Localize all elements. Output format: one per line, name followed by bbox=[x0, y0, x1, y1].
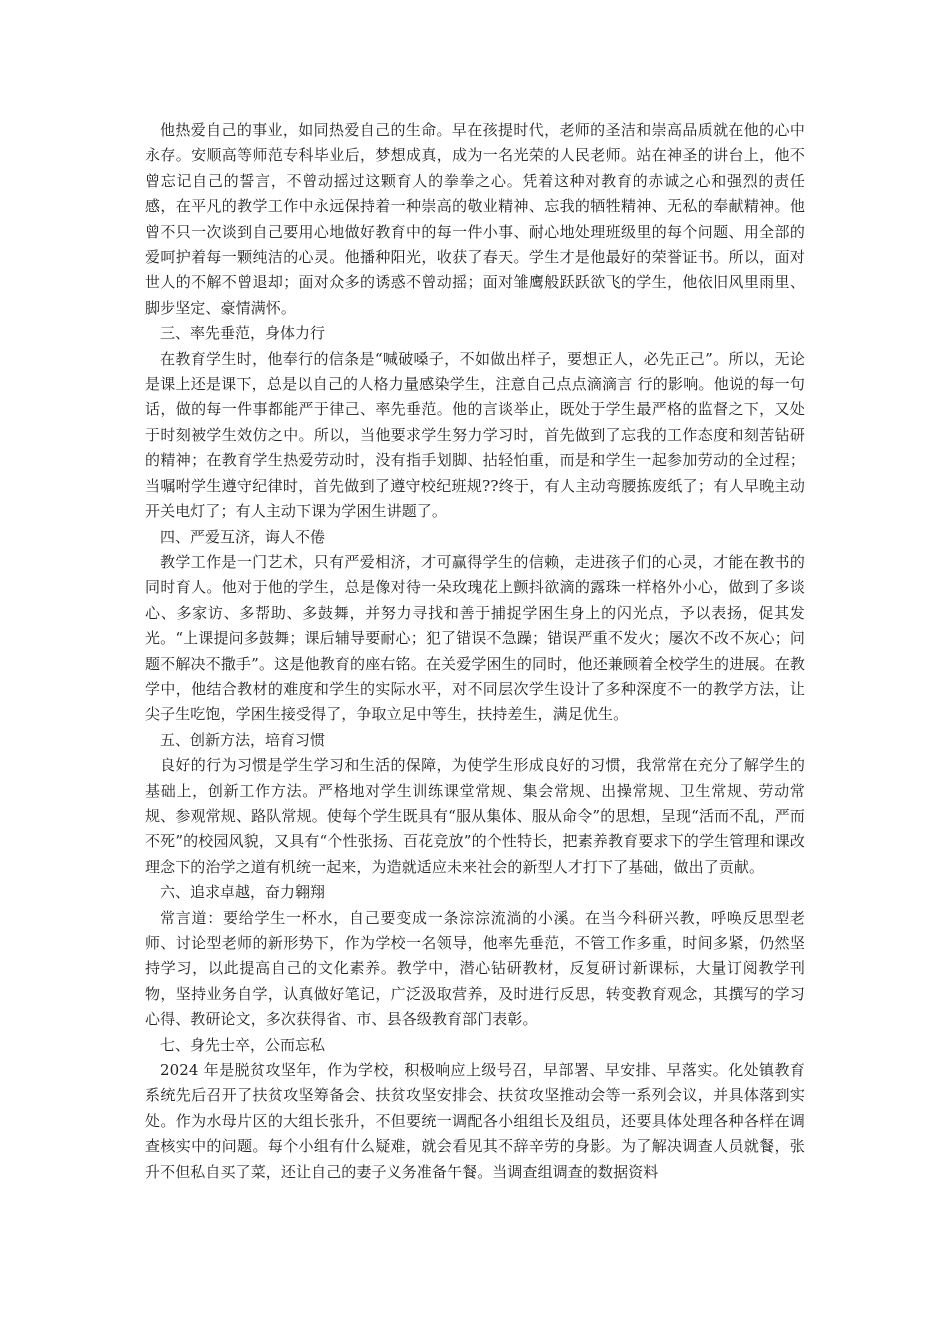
paragraph-section-5: 良好的行为习惯是学生学习和生活的保障，为使学生形成良好的习惯，我常常在充分了解学生的基础上，创新工作方法。严格地对学生训练课堂常规、集会常规、出操常规、卫生常规、劳动常规、参观常规、路队常规。使每个学生既具有“服从集体、服从命令”的思想，呈现“活而不乱，严而不死”的校园风貌，又具有“个性张扬、百花竞放”的个性特长，把素养教育要求下的学生管理和课改理念下的治学之道有机统一起来，为造就适应未来社会的新型人才打下了基础，做出了贡献。 bbox=[145, 756, 805, 876]
section-heading-7: 七、身先士卒，公而忘私 bbox=[160, 1035, 326, 1054]
section-heading-5: 五、创新方法，培育习惯 bbox=[160, 730, 326, 749]
paragraph-section-6: 常言道：要给学生一杯水，自己要变成一条淙淙流淌的小溪。在当今科研兴教，呼唤反思型老师、讨论型老师的新形势下，作为学校一名领导，他率先垂范，不管工作多重，时间多紧，仍然坚持学习，以此提高自己的文化素养。教学中，潜心钻研教材，反复研讨新课标，大量订阅教学刊物，坚持业务自学，认真做好笔记，广泛汲取营养，及时进行反思，转变教育观念，其撰写的学习心得、教研论文，多次获得省、市、县各级教育部门表彰。 bbox=[145, 908, 805, 1029]
paragraph-dedication: 他热爱自己的事业，如同热爱自己的生命。早在孩提时代，老师的圣洁和崇高品质就在他的心中永存。安顺高等师范专科毕业后，梦想成真，成为一名光荣的人民老师。站在神圣的讲台上，他不曾忘记自己的誓言，不曾动摇过这颗育人的拳拳之心。凭着这种对教育的赤诚之心和强烈的责任感，在平凡的教学工作中永远保持着一种崇高的敬业精神、忘我的牺牲精神、无私的奉献精神。他曾不只一次谈到自己要用心地做好教育中的每一件小事、耐心地处理班级里的每个问题、用全部的爱呵护着每一颗纯洁的心灵。他播种阳光，收获了春天。学生才是他最好的荣誉证书。所以，面对世人的不解不曾退却；面对众多的诱惑不曾动摇；面对雏鹰般跃跃欲飞的学生，他依旧风里雨里、脚步坚定、豪情满怀。 bbox=[145, 121, 805, 317]
paragraph-section-4: 教学工作是一门艺术，只有严爱相济，才可赢得学生的信赖，走进孩子们的心灵，才能在教书的同时育人。他对于他的学生，总是像对待一朵玫瑰花上颤抖欲滴的露珠一样格外小心，做到了多谈心、多家访、多帮助、多鼓舞，并努力寻找和善于捕捉学困生身上的闪光点，予以表扬，促其发光。“上课提问多鼓舞；课后辅导要耐心；犯了错误不急躁；错误严重不发火；屡次不改不灰心；问题不解决不撒手”。这是他教育的座右铭。在关爱学困生的同时，他还兼顾着全校学生的进展。在教学中，他结合教材的难度和学生的实际水平，对不同层次学生设计了多种深度不一的教学方法，让尖子生吃饱，学困生接受得了，争取立足中等生，扶持差生，满足优生。 bbox=[145, 552, 805, 724]
document-page bbox=[145, 118, 805, 1185]
section-heading-4: 四、严爱互济，诲人不倦 bbox=[160, 527, 326, 546]
section-heading-3: 三、率先垂范，身体力行 bbox=[160, 324, 326, 343]
section-heading-6: 六、追求卓越，奋力翱翔 bbox=[160, 883, 326, 902]
paragraph-section-7: 2024 年是脱贫攻坚年，作为学校，积极响应上级号召，早部署、早安排、早落实。化处镇教育系统先后召开了扶贫攻坚筹备会、扶贫攻坚安排会、扶贫攻坚推动会等一系列会议，并具体落到实处。作为水母片区的大组长张升，不但要统一调配各小组组长及组员，还要具体处理各种各样在调查核实中的问题。每个小组有什么疑难，就会看见其不辞辛劳的身影。为了解决调查人员就餐，张升不但私自买了菜，还让自己的妻子义务准备午餐。当调查组调查的数据资料 bbox=[145, 1061, 805, 1181]
paragraph-section-3: 在教育学生时，他奉行的信条是“喊破嗓子，不如做出样子，要想正人，必先正己”。所以，无论是课上还是课下，总是以自己的人格力量感染学生，注意自己点点滴滴言 行的影响。他说的每一句话，做的每一件事都能严于律己、率先垂范。他的言谈举止，既处于学生最严格的监督之下，又处于时刻被学生效仿之中。所以，当他要求学生努力学习时，首先做到了忘我的工作态度和刻苦钻研的精神；在教育学生热爱劳动时，没有指手划脚、拈轻怕重，而是和学生一起参加劳动的全过程；当嘱咐学生遵守纪律时，首先做到了遵守校纪班规??终于，有人主动弯腰拣废纸了；有人早晚主动开关电灯了；有人主动下课为学困生讲题了。 bbox=[145, 349, 805, 521]
